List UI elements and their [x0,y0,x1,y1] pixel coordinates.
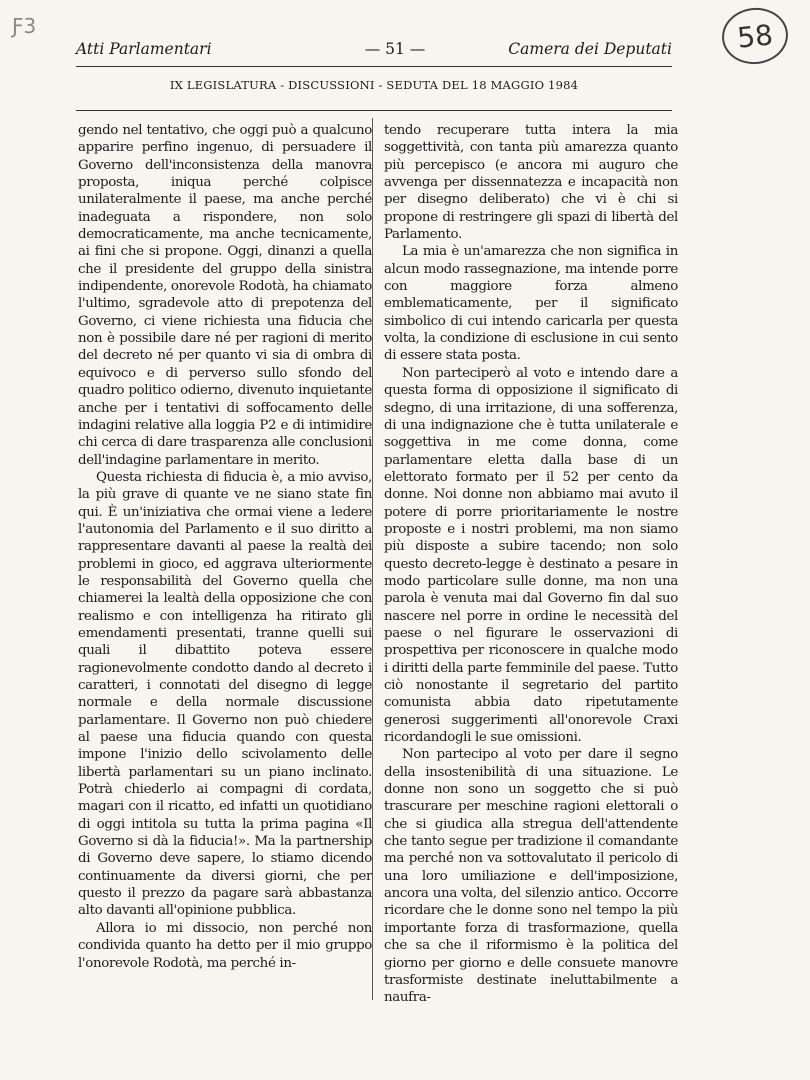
left-column [78,122,372,972]
header-right: Camera dei Deputati [508,40,672,58]
header-left: Atti Parlamentari [76,40,212,58]
paragraph: Questa richiesta di fiducia è, a mio avviso, la più grave di quante ve ne siano state fin qui. È un'iniziativa che ormai viene a ledere l'autonomia del Parlamento e il suo diritto a rappresentare davanti al paese la realtà dei problemi in gioco, ed aggrava ulteriormente le responsabilità del Governo quella che chiamerei la lealtà della opposizione che con realismo e con intelligenza ha ritirato gli emendamenti presentati, tranne quelli sui quali il dibattito poteva essere ragionevolmente condotto dando al decreto i caratteri, i connotati del disegno di legge normale e della normale discussione parlamentare. Il Governo non può chiedere al paese una fiducia quando con questa impone l'inizio dello scivolamento delle libertà parlamentari su un piano inclinato. Potrà chiederlo ai compagni di cordata, magari con il ricatto, ed infatti un quotidiano di oggi intitola su tutta la prima pagina «Il Governo si dà la fiducia!». Ma la partnership di Governo deve sapere, lo stiamo dicendo continuamente da diversi giorni, che per questo il prezzo da pagare sarà abbastanza alto davanti all'opinione pubblica. [78,469,372,919]
paragraph: Allora io mi dissocio, non perché non condivida quanto ha detto per il mio gruppo l'onorevole Rodotà, ma perché in- [78,920,372,971]
paragraph: gendo nel tentativo, che oggi può a qualcuno apparire perfino ingenuo, di persuadere il Governo dell'inconsistenza della manovra proposta, iniqua perché colpisce unilateralmente il paese, ma anche perché inadeguata a rispondere, non solo democraticamente, ma anche tecnicamente, ai fini che si propone. Oggi, dinanzi a quella che il presidente del gruppo della sinistra indipendente, onorevole Rodotà, ha chiamato l'ultimo, sgradevole atto di prepotenza del Governo, ci viene richiesta una fiducia che non è possibile dare né per ragioni di merito del decreto né per quanto vi sia di ombra di equivoco e di perverso sullo sfondo del quadro politico odierno, divenuto inquietante anche per i tentativi di soffocamento delle indagini relative alla loggia P2 e di intimidire chi cerca di dare trasparenza alle conclusioni dell'indagine parlamentare in merito. [78,123,372,468]
page-stamp: 58 [719,5,790,68]
paragraph: Non parteciperò al voto e intendo dare a questa forma di opposizione il significato di sdegno, di una irritazione, di una sofferenza, di una indignazione che è tutta unilaterale e soggettiva in me come donna, come parlamentare eletta dalla base di un elettorato formato per il 52 per cento da donne. Noi donne non abbiamo mai avuto il potere di porre prioritariamente le nostre proposte e i nostri problemi, ma non siamo più disposte a subire tacendo; non solo questo decreto-legge è destinato a pesare in modo particolare sulle donne, ma non una parola è venuta mai dal Governo fin dal suo nascere nel porre in ordine le necessità del paese o nel figurare le osservazioni di prospettiva per riconoscere in qualche modo i diritti della parte femminile del paese. Tutto ciò nonostante il segretario del partito comunista abbia dato ripetutamente generosi suggerimenti all'onorevole Craxi ricordandogli le sue omissioni. [384,365,678,746]
right-column [384,122,678,1007]
margin-annotation: Ƒ3 [12,14,37,38]
paragraph: tendo recuperare tutta intera la mia soggettività, con tanta più amarezza quanto più percepisco (e ancora mi auguro che avvenga per dissennatezza e incapacità non per disegno deliberato) che vi è chi si propone di restringere gli spazi di libertà del Parlamento. [384,123,678,243]
subheader-rule [76,110,672,111]
paragraph: Non partecipo al voto per dare il segno della insostenibilità di una situazione. Le donne non sono un soggetto che si può trascurare per meschine ragioni elettorali o che si giudica alla stregua dell'attendente che tanto segue per tradizione il comandante ma perché non va sottovalutato il pericolo di una loro umiliazione e dell'imposizione, ancora una volta, del silenzio antico. Occorre ricordare che le donne sono nel tempo la più importante forza di trasformazione, quella che sa che il riformismo è la politica del giorno per giorno e delle consuete manovre trasformiste destinate ineluttabilmente a naufra- [384,747,678,1006]
header-rule [76,66,672,67]
page-number: — 51 — [364,40,426,58]
paragraph: La mia è un'amarezza che non significa in alcun modo rassegnazione, ma intende porre con maggiore forza almeno emblematicamente, per il significato simbolico di cui intendo caricarla per questa volta, la condizione di esclusione in cui sento di essere stata posta. [384,244,678,364]
session-subheader: IX LEGISLATURA - DISCUSSIONI - SEDUTA DEL 18 MAGGIO 1984 [169,78,579,92]
column-divider [372,118,373,1000]
